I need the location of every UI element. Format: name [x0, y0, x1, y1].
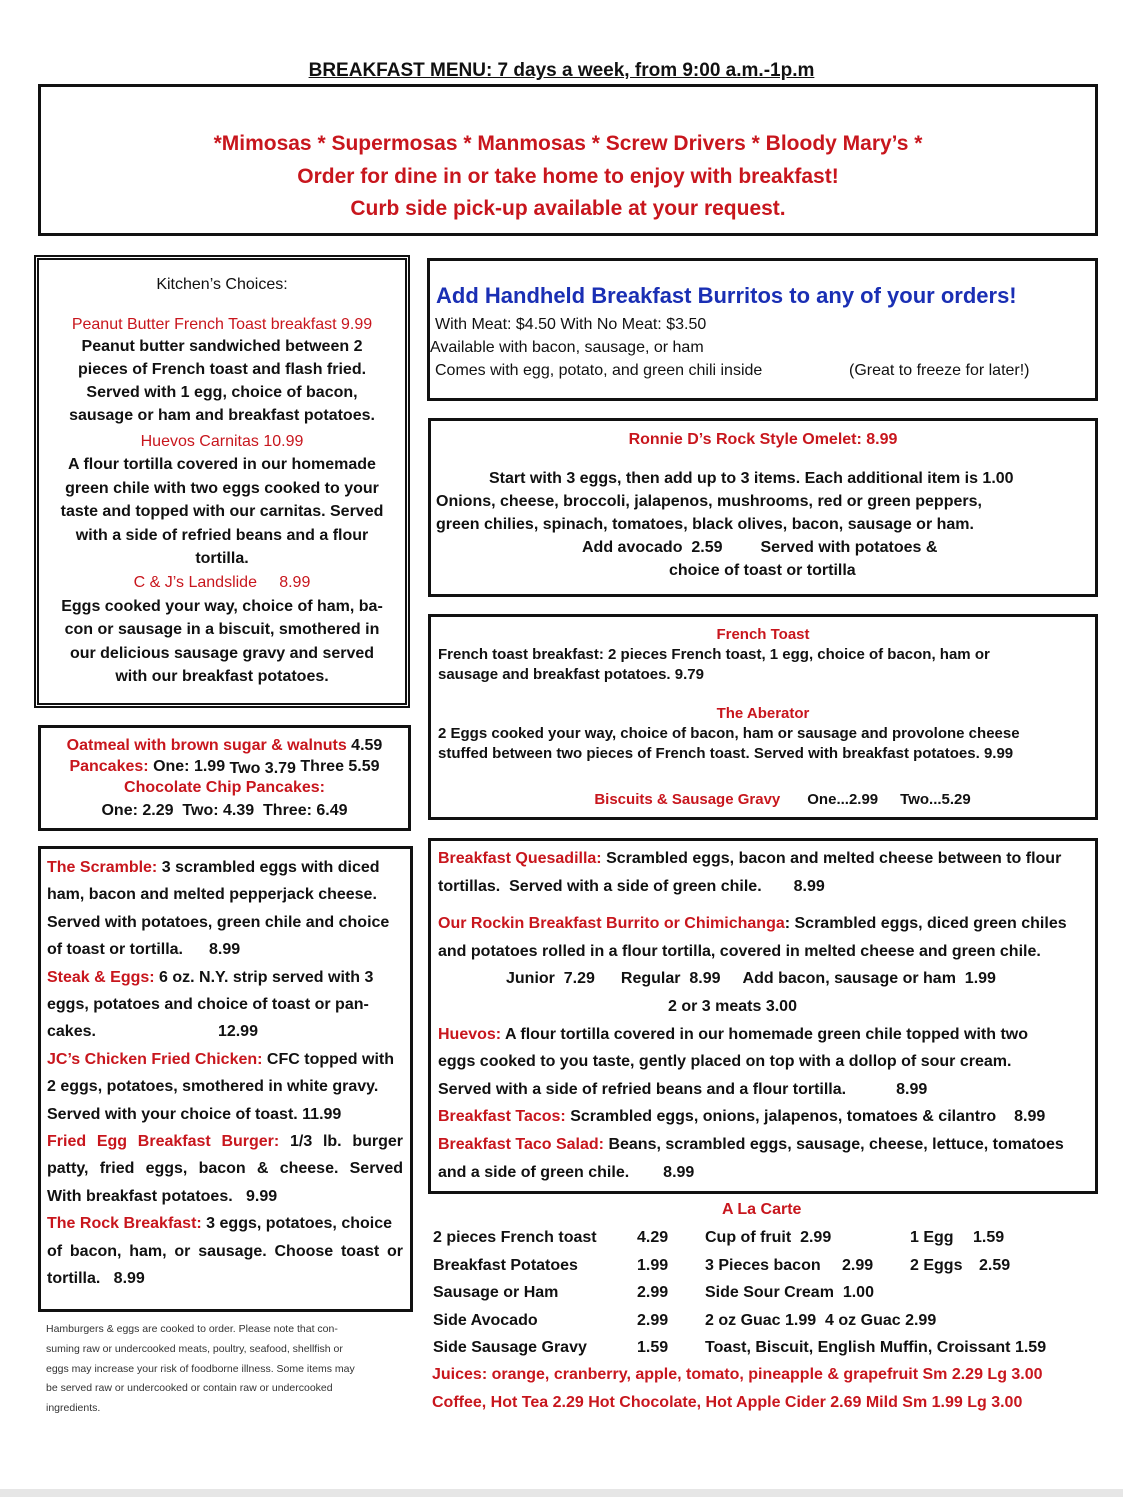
list-item: Cup of fruit 2.99: [705, 1229, 832, 1246]
choc-chip-prices: One: 2.29 Two: 4.39 Three: 6.49: [101, 802, 348, 819]
burritos-prices: With Meat: $4.50 With No Meat: $3.50: [435, 316, 707, 333]
french-toast-desc: French toast breakfast: 2 pieces French toast, 1 egg, choice of bacon, ham or sausage and breakfast potatoes. 9.79: [438, 646, 990, 683]
huevos-carnitas-title: Huevos Carnitas 10.99: [140, 433, 304, 450]
drinks-promo-line: *Mimosas * Supermosas * Manmosas * Screw Drivers * Bloody Mary’s *: [213, 132, 923, 155]
burritos-contents: Comes with egg, potato, and green chili inside: [435, 362, 763, 379]
list-item: 1 Egg 1.59: [910, 1229, 1005, 1246]
list-item: Side Avocado 2.99: [433, 1311, 669, 1329]
kitchens-choices-title: Kitchen’s Choices:: [156, 276, 288, 293]
biscuits-gravy-line: Biscuits & Sausage Gravy One...2.99 Two...5.29: [594, 791, 971, 808]
list-item: 2 oz Guac 1.99 4 oz Guac 2.99: [705, 1311, 937, 1329]
list-item: 3 Pieces bacon 2.99: [705, 1256, 874, 1274]
aberator-desc: 2 Eggs cooked your way, choice of bacon, ham or sausage and provolone cheese stuffed between two pieces of French toast. Served with breakfast potatoes. 9.99: [438, 725, 1020, 762]
burritos-title: Add Handheld Breakfast Burritos to any of your orders!: [436, 283, 1017, 308]
french-toast-title: French Toast: [716, 626, 810, 643]
pb-french-toast-title: Peanut Butter French Toast breakfast 9.99: [71, 316, 373, 333]
a-la-carte-col1: [433, 1224, 683, 1362]
omelet-title: Ronnie D’s Rock Style Omelet: 8.99: [628, 431, 898, 448]
choc-chip-title: Chocolate Chip Pancakes:: [124, 779, 325, 796]
food-safety-disclaimer: Hamburgers & eggs are cooked to order. Please note that con- suming raw or undercooked meats, poultry, seafood, shellfish or eggs may increase your risk of foodborne illness. Some items may be served raw or undercooked or contain raw or undercooked ingredients.: [46, 1323, 355, 1415]
aberator-title: The Aberator: [716, 705, 810, 722]
pb-french-toast-desc: Peanut butter sandwiched between 2 pieces of French toast and flash fried. Served with 1 egg, choice of bacon, sausage or ham and breakfast potatoes.: [69, 338, 375, 424]
oatmeal-line: Oatmeal with brown sugar & walnuts 4.59: [66, 737, 383, 754]
a-la-carte-title: A La Carte: [722, 1201, 802, 1218]
page-bottom-edge: [0, 1489, 1123, 1497]
list-item: 2 pieces French toast 4.29: [433, 1229, 669, 1246]
pancakes-line: Pancakes: One: 1.99 Two 3.79 Three 5.59: [69, 758, 380, 777]
list-item: Sausage or Ham 2.99: [433, 1284, 669, 1302]
burritos-freeze-note: (Great to freeze for later!): [849, 362, 1030, 379]
juices-line: Juices: orange, cranberry, apple, tomato, pineapple & grapefruit Sm 2.29 Lg 3.00: [432, 1366, 1043, 1383]
mexican-specials-text: Breakfast Quesadilla: Scrambled eggs, bacon and melted cheese between to flour tortillas. Served with a side of green chile. 8.99 Our Rockin Breakfast Burrito or Chimichanga: Scrambled eggs, diced green chiles and potatoes rolled in a flour tortilla, covered in melted cheese and green chile. Junior 7.29 Regular 8.99 Add bacon, sausage or ham 1.99 2 or 3 meats 3.00 Huevos: A flour tortilla covered in our homemade green chile topped with two eggs cooked to you taste, gently placed on top with a dollop of sour cream. Served with a side of refried beans and a flour tortilla. 8.99 Breakfast Tacos: Scrambled eggs, onions, jalapenos, tomatoes & cilantro 8.99 Breakfast Taco Salad: Beans, scrambled eggs, sausage, cheese, lettuce, tomatoes and a side of green chile. 8.99: [438, 850, 1067, 1181]
coffee-line: Coffee, Hot Tea 2.29 Hot Chocolate, Hot Apple Cider 2.69 Mild Sm 1.99 Lg 3.00: [432, 1394, 1023, 1411]
landslide-title: C & J’s Landslide 8.99: [133, 574, 311, 591]
curbside-line: Curb side pick-up available at your request.: [350, 197, 786, 220]
huevos-carnitas-desc: A flour tortilla covered in our homemade green chile with two eggs cooked to your taste and topped with our carnitas. Served with a side of refried beans and a flour tortilla.: [60, 456, 384, 568]
list-item: Breakfast Potatoes 1.99: [433, 1256, 669, 1274]
list-item: Side Sausage Gravy 1.59: [433, 1339, 669, 1357]
burritos-meats: Available with bacon, sausage, or ham: [430, 339, 704, 356]
omelet-desc: Start with 3 eggs, then add up to 3 items. Each additional item is 1.00 Onions, cheese, broccoli, jalapenos, mushrooms, red or green peppers, green chilies, spinach, tomatoes, black olives, bacon, sausage or ham. Add avocado 2.59 Served with potatoes & choice of toast or tortilla: [436, 470, 1014, 579]
dine-in-line: Order for dine in or take home to enjoy with breakfast!: [297, 165, 839, 188]
list-item: 2 Eggs 2.59: [910, 1256, 1011, 1274]
landslide-desc: Eggs cooked your way, choice of ham, ba- con or sausage in a biscuit, smothered in our delicious sausage gravy and served with our breakfast potatoes.: [61, 598, 383, 686]
page-title: BREAKFAST MENU: 7 days a week, from 9:00 a.m.-1p.m: [308, 60, 815, 81]
specials-text: The Scramble: 3 scrambled eggs with diced ham, bacon and melted pepperjack cheese. Served with potatoes, green chile and choice of toast or tortilla. 8.99 Steak & Eggs: 6 oz. N.Y. strip served with 3 eggs, potatoes and choice of toast or pan- cakes. 12.99 JC’s Chicken Fried Chicken: CFC topped with 2 eggs, potatoes, smothered in white gravy. Served with your choice of toast. 11.99 Fried Egg Breakfast Burger: 1/3 lb. burger patty, fried eggs, bacon & cheese. Served With breakfast potatoes. 9.99 The Rock Breakfast: 3 eggs, potatoes, choice of bacon, ham, or sausage. Choose toast or tortilla. 8.99: [47, 859, 403, 1288]
a-la-carte-eggs: [910, 1224, 1070, 1279]
list-item: Toast, Biscuit, English Muffin, Croissant 1.59: [705, 1339, 1047, 1357]
list-item: Side Sour Cream 1.00: [705, 1284, 874, 1302]
